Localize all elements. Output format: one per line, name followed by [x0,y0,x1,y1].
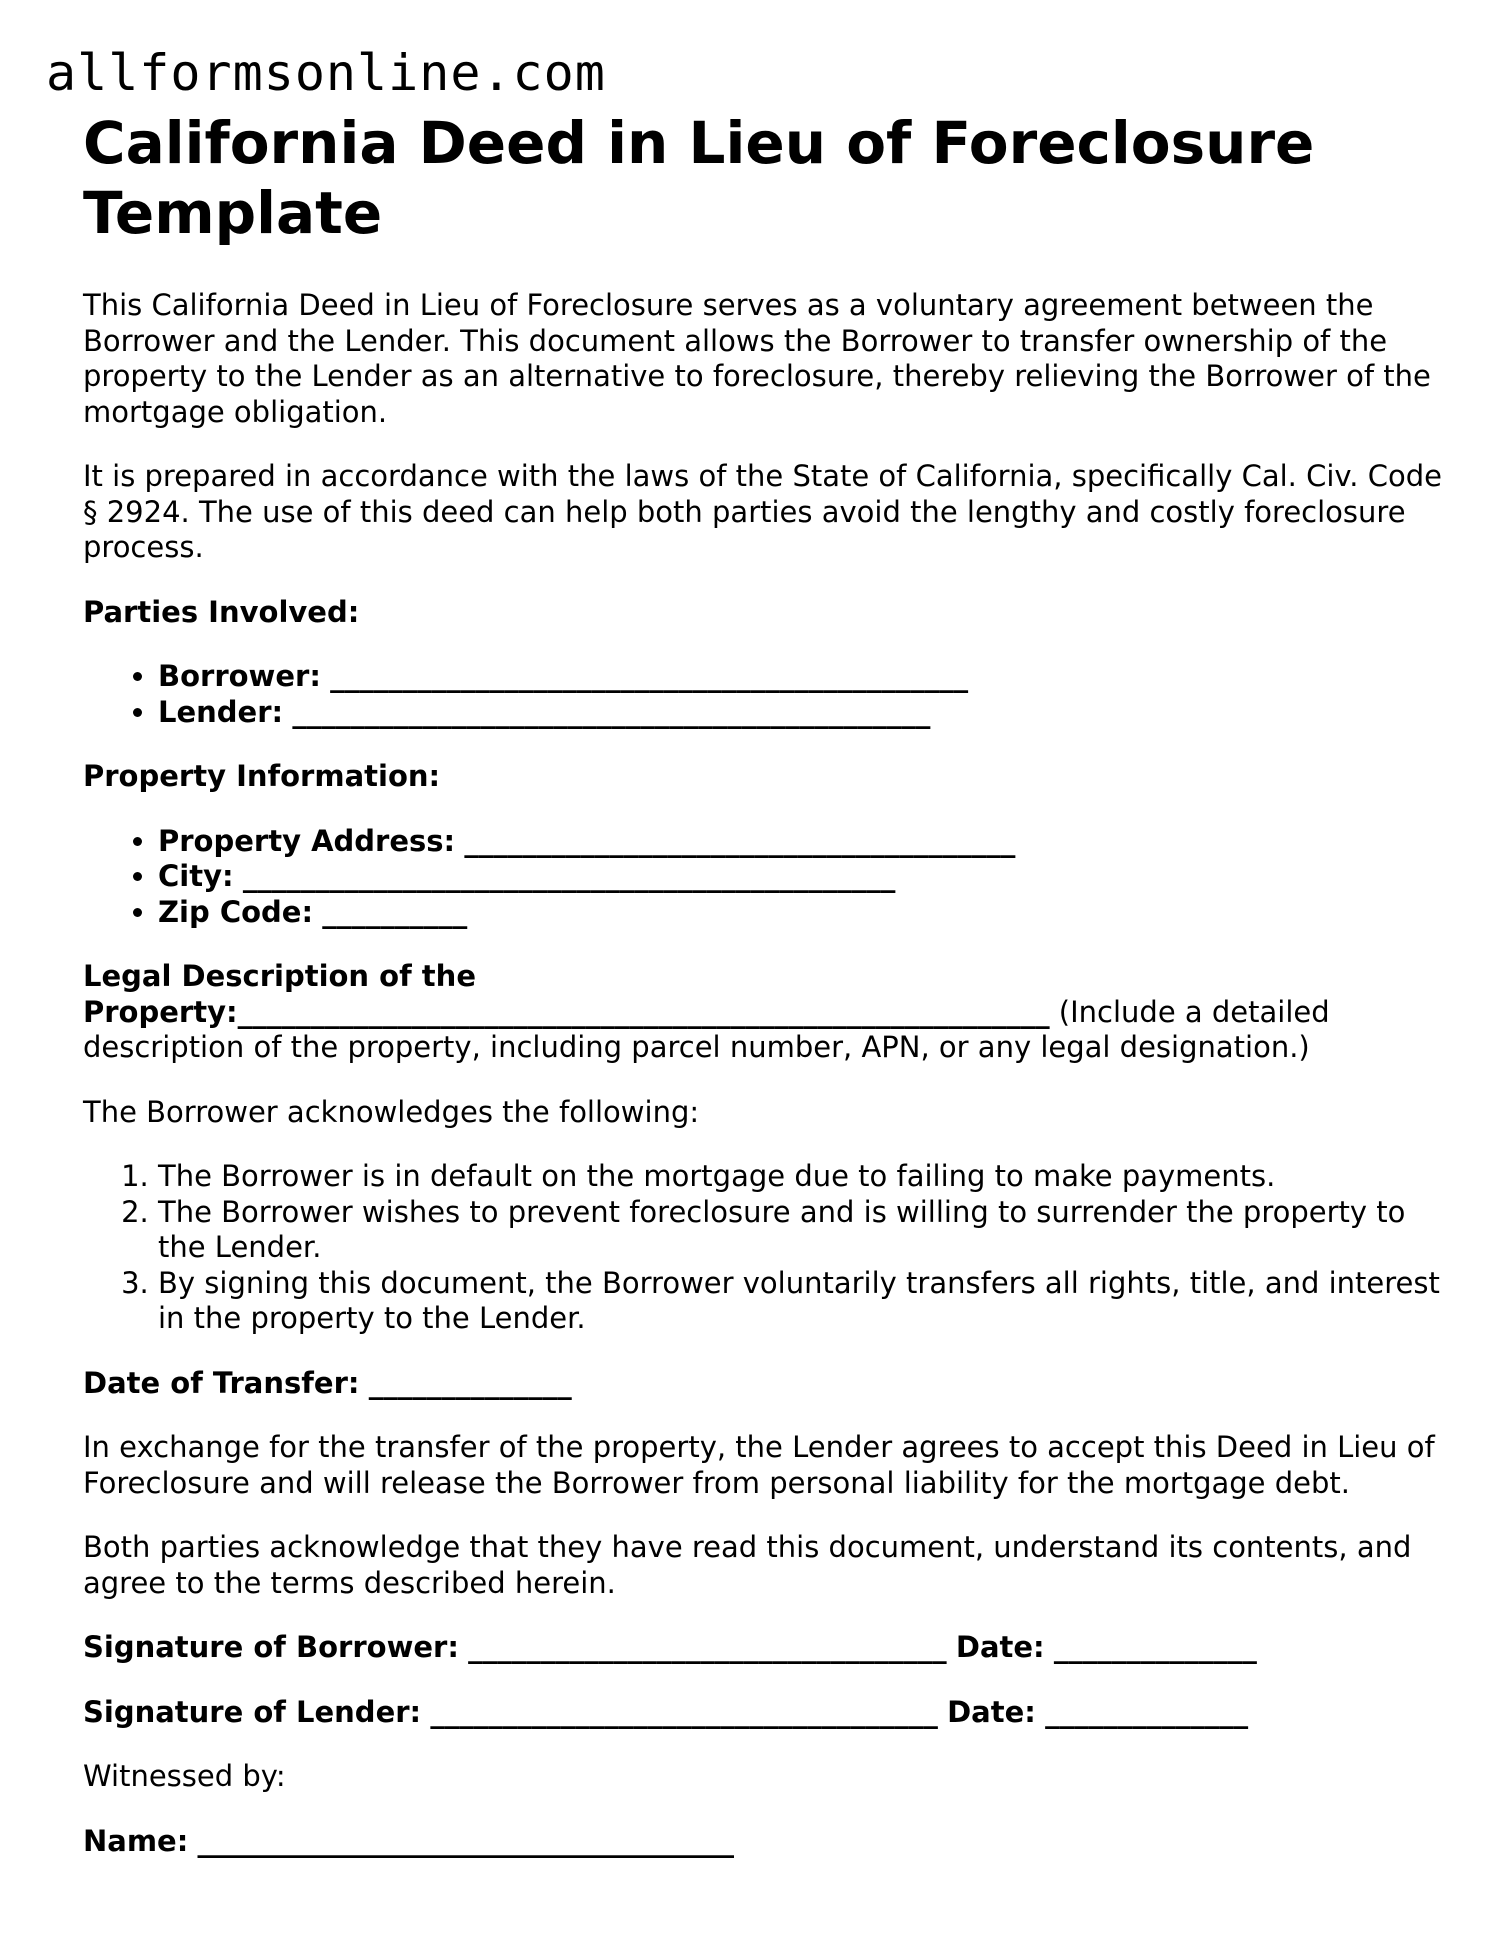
borrower-signature-label: Signature of Borrower: [83,1630,459,1664]
date-of-transfer-label: Date of Transfer: [83,1365,360,1400]
parties-list [83,659,1443,730]
lender-signature-line [83,1695,1443,1731]
acknowledgment-item: 2. The Borrower wishes to prevent foreclosure and is willing to surrender the property to the Lender. [158,1195,1443,1266]
closing-paragraph-2: Both parties acknowledge that they have read this document, understand its contents, and agree to the terms described herein. [83,1530,1412,1600]
zip-label: Zip Code: [158,894,314,929]
list-item-city [158,859,1443,895]
acknowledgment-list [83,1159,1443,1337]
legal-label-line1: Legal Description of the [83,959,476,993]
address-field[interactable]: ______________________________________ [464,823,1016,858]
parties-heading: Parties Involved: [83,594,360,629]
closing-paragraph-1: In exchange for the transfer of the property, the Lender agrees to accept this Deed in Lieu of Foreclosure and will release the Borrower from personal liability for the mortgage debt. [83,1430,1435,1500]
legal-description-field[interactable]: ________________________________________________________ [237,994,1050,1029]
lender-signature-label: Signature of Lender: [83,1694,422,1729]
list-item-lender [158,695,1443,731]
witness-name-label: Name: [83,1823,189,1858]
acknowledgment-item: 3. By signing this document, the Borrower voluntarily transfers all rights, title, and interest in the property to the Lender. [158,1266,1443,1337]
lender-date-field[interactable]: ______________ [1045,1694,1249,1729]
city-label: City: [158,859,234,893]
list-item-zip [158,895,1443,931]
borrower-label: Borrower: [158,659,321,693]
zip-field[interactable]: __________ [322,894,468,929]
borrower-date-field[interactable]: ______________ [1053,1630,1257,1664]
address-label: Property Address: [158,823,456,858]
witness-name-field[interactable]: _____________________________________ [197,1823,735,1858]
legal-label-line2: Property: [83,994,238,1029]
intro-paragraph-2: It is prepared in accordance with the laws of the State of California, specifically Cal. Civ. Code § 2924. The use of this deed can help both parties avoid the lengthy and costly foreclosure process. [83,459,1442,564]
legal-note: (Include a detailed description of the property, including parcel number, APN, or any legal designation.) [83,994,1330,1064]
acknowledgment-intro: The Borrower acknowledges the following: [83,1094,700,1129]
witness-name-line [83,1824,1443,1860]
lender-date-label: Date: [947,1694,1036,1729]
borrower-field[interactable]: ____________________________________________ [330,659,969,693]
watermark-logo: allformsonline.com [46,44,606,102]
date-of-transfer-field[interactable]: ______________ [368,1365,572,1400]
lender-field[interactable]: ____________________________________________ [292,694,931,729]
lender-signature-field[interactable]: ___________________________________ [430,1694,938,1729]
borrower-signature-field[interactable]: _________________________________ [468,1630,947,1664]
document [83,108,1443,1859]
city-field[interactable]: _____________________________________________ [242,859,896,893]
witnessed-by: Witnessed by: [83,1759,286,1793]
lender-label: Lender: [158,694,284,729]
list-item-address [158,824,1443,860]
list-item-borrower [158,659,1443,695]
borrower-signature-line [83,1630,1443,1666]
document-title: California Deed in Lieu of Foreclosure Template [83,109,1315,247]
property-list [83,824,1443,931]
acknowledgment-item: 1. The Borrower is in default on the mortgage due to failing to make payments. [158,1159,1443,1195]
date-of-transfer [83,1366,1443,1402]
property-heading: Property Information: [83,759,441,793]
borrower-date-label: Date: [955,1630,1045,1664]
intro-paragraph-1: This California Deed in Lieu of Foreclosure serves as a voluntary agreement between the Borrower and the Lender. This document allows the Borrower to transfer ownership of the property to the Lender as an alternative to foreclosure, thereby relieving the Borrower of the mortgage obligation. [83,288,1431,429]
legal-description [83,959,1443,1066]
